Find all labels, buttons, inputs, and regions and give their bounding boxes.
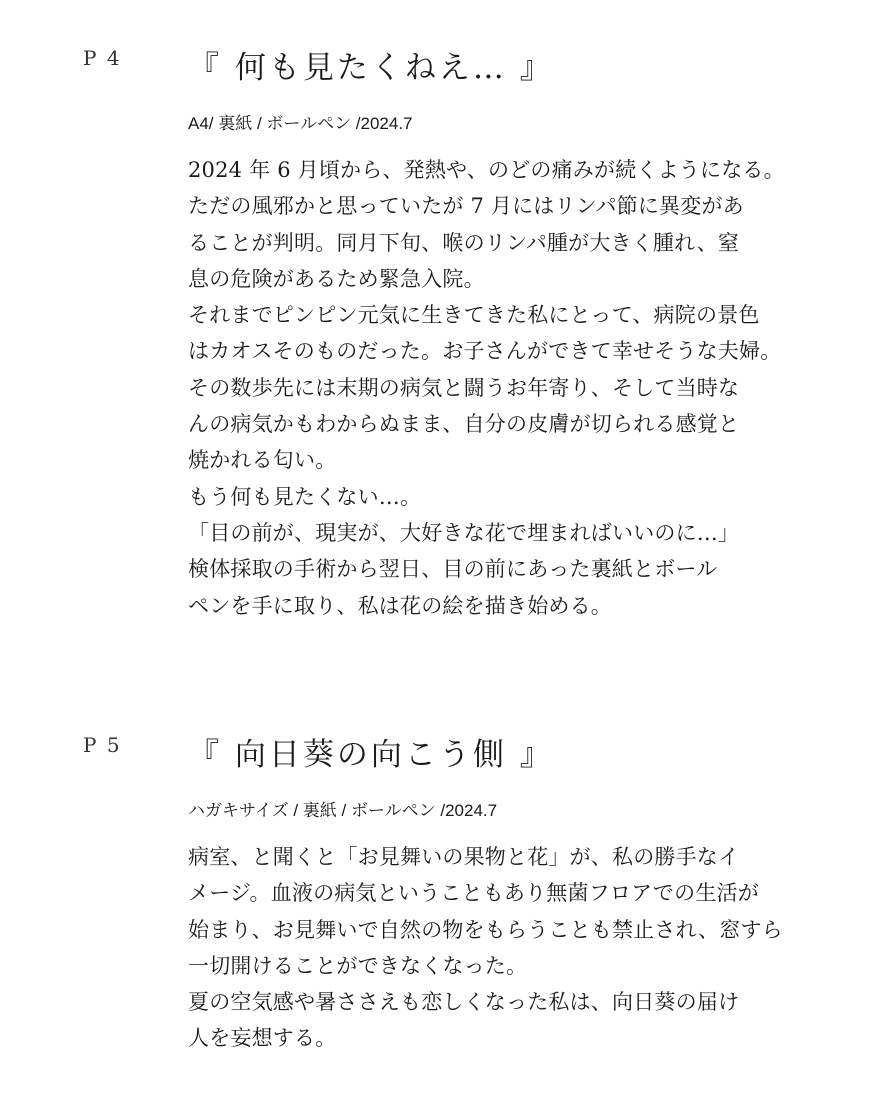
artwork-meta: ハガキサイズ / 裏紙 / ボールペン /2024.7 [188,801,498,820]
text-line: 夏の空気感や暑ささえも恋しくなった私は、向日葵の届け [188,990,740,1015]
text-line: 一切開けることができなくなった。 [188,953,528,978]
text-line: ただの風邪かと思っていたが 7 月にはリンパ節に異変があ [188,194,744,219]
entry-content [188,42,808,624]
text-line: その数歩先には末期の病気と闘うお年寄り、そして当時な [188,375,740,400]
entry-content [188,729,808,1057]
description-text [188,839,808,1057]
artwork-meta: A4/ 裏紙 / ボールペン /2024.7 [188,114,413,133]
text-line: ることが判明。同月下旬、喉のリンパ腫が大きく腫れ、窒 [188,230,739,255]
text-line: 「目の前が、現実が、大好きな花で埋まればいいのに…」 [188,520,740,545]
description-text [188,152,808,624]
artwork-title: 『 何も見たくねえ… 』 [188,50,554,86]
artwork-title: 『 向日葵の向こう側 』 [188,737,554,773]
text-line: はカオスそのものだった。お子さんができて幸せそうな夫婦。 [188,339,782,364]
text-line: もう何も見たくない…。 [188,484,422,509]
text-line: ペンを手に取り、私は花の絵を描き始める。 [188,593,612,618]
page-number: P 5 [83,733,122,757]
text-line: 検体採取の手術から翌日、目の前にあった裏紙とボール [188,557,718,582]
text-line: 息の危険があるため緊急入院。 [188,266,485,291]
text-line: 2024 年 6 月頃から、発熱や、のどの痛みが続くようになる。 [188,158,785,182]
text-line: んの病気かもわからぬまま、自分の皮膚が切られる感覚と [188,412,740,437]
text-line: それまでピンピン元気に生きてきた私にとって、病院の景色 [188,303,760,328]
text-line: 病室、と聞くと「お見舞いの果物と花」が、私の勝手なイ [188,845,740,869]
text-line: 焼かれる匂い。 [188,448,337,473]
page-number: P 4 [83,46,122,70]
text-line: メージ。血液の病気ということもあり無菌フロアでの生活が [188,881,759,906]
text-line: 人を妄想する。 [188,1026,337,1051]
text-line: 始まり、お見舞いで自然の物をもらうことも禁止され、窓すら [188,917,783,942]
